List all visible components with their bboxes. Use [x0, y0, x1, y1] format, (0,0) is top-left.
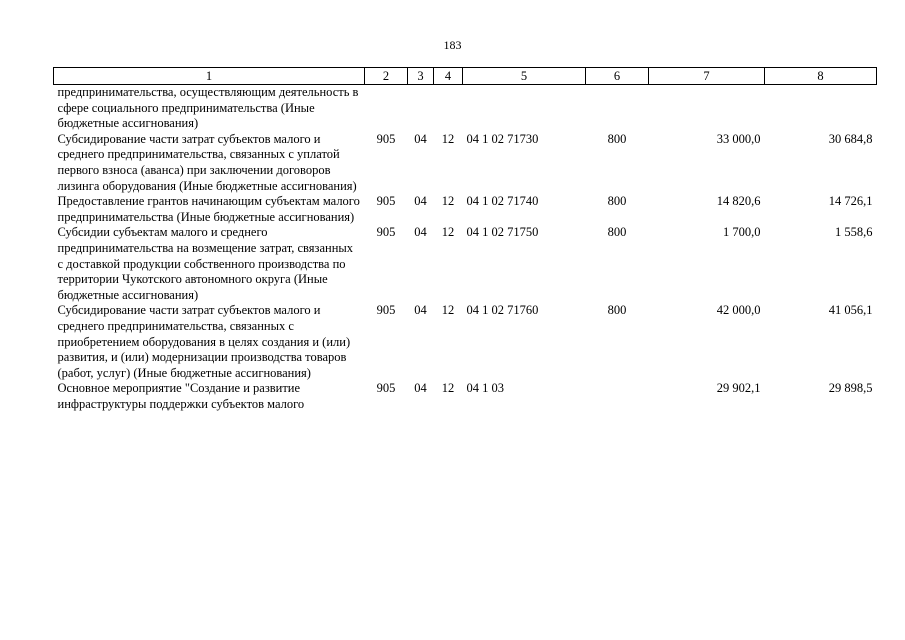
row-section [408, 85, 434, 132]
row-name: Субсидирование части затрат субъектов малого и среднего предпринимательства, связанных с уплатой первого взноса (аванса) при заключении договоров лизинга оборудования (Иные бюджетные ассигнования) [57, 131, 357, 193]
row-name: Основное мероприятие "Создание и развитие инфраструктуры поддержки субъектов малого [57, 381, 305, 411]
table-row [54, 381, 877, 412]
row-target: 04 1 03 [466, 381, 504, 396]
table-row [54, 225, 877, 303]
row-expense-type: 800 [607, 131, 627, 146]
row-section: 04 [414, 225, 427, 240]
col-header-expense-type: 6 [586, 68, 649, 85]
row-expense-type: 800 [607, 303, 627, 318]
row-amount-plan [649, 85, 765, 132]
row-expense-type: 800 [607, 225, 627, 240]
row-target [463, 85, 586, 132]
col-header-name: 1 [54, 68, 365, 85]
row-target: 04 1 02 71740 [466, 194, 539, 209]
row-amount-plan: 14 820,6 [716, 194, 761, 209]
row-subsection: 12 [441, 194, 455, 209]
row-expense-type [586, 85, 649, 132]
col-header-target: 5 [463, 68, 586, 85]
col-header-section: 3 [408, 68, 434, 85]
row-name: Предоставление грантов начинающим субъектам малого предпринимательства (Иные бюджетные ассигнования) [57, 194, 360, 224]
row-subsection: 12 [441, 225, 455, 240]
row-amount-fact [765, 85, 877, 132]
row-target: 04 1 02 71730 [466, 131, 539, 146]
row-subsection [434, 85, 463, 132]
row-name: Субсидии субъектам малого и среднего предпринимательства на возмещение затрат, связанных с доставкой продукции собственного производства по территории Чукотского автономного округа (Иные бюджетные ассигнования) [57, 225, 354, 302]
row-code: 905 [376, 131, 396, 146]
col-header-code: 2 [365, 68, 408, 85]
row-expense-type: 800 [607, 194, 627, 209]
page-number: 183 [443, 38, 462, 52]
table-row [54, 85, 877, 132]
row-code: 905 [376, 194, 396, 209]
row-section: 04 [414, 131, 427, 146]
col-header-amount-plan: 7 [649, 68, 765, 85]
table-row [54, 303, 877, 381]
row-amount-plan: 42 000,0 [716, 303, 761, 318]
row-subsection: 12 [441, 381, 455, 396]
row-amount-fact: 41 056,1 [828, 303, 873, 318]
row-amount-plan: 1 700,0 [723, 225, 761, 240]
table-row [54, 132, 877, 194]
row-expense-type [586, 381, 649, 412]
row-subsection: 12 [441, 303, 455, 318]
row-amount-fact: 14 726,1 [828, 194, 873, 209]
row-target: 04 1 02 71760 [466, 303, 539, 318]
row-amount-plan: 29 902,1 [716, 381, 761, 396]
row-section: 04 [414, 194, 427, 209]
row-code [365, 85, 408, 132]
row-code: 905 [376, 225, 396, 240]
row-name: Субсидирование части затрат субъектов малого и среднего предпринимательства, связанных с приобретением оборудования в целях создания и (или) развития, и (или) модернизации производства товаров (работ, услуг) (Иные бюджетные ассигнования) [57, 303, 351, 380]
row-code: 905 [376, 303, 396, 318]
table-row [54, 194, 877, 225]
row-section: 04 [414, 303, 427, 318]
row-amount-fact: 29 898,5 [828, 381, 873, 396]
row-section: 04 [414, 381, 427, 396]
row-amount-fact: 1 558,6 [835, 225, 873, 240]
row-name: предпринимательства, осуществляющим деятельность в сфере социального предпринимательства (Иные бюджетные ассигнования) [57, 85, 359, 131]
budget-table [53, 67, 877, 412]
row-subsection: 12 [441, 131, 455, 146]
row-code: 905 [376, 381, 396, 396]
col-header-subsection: 4 [434, 68, 463, 85]
row-target: 04 1 02 71750 [466, 225, 539, 240]
row-amount-plan: 33 000,0 [716, 131, 761, 146]
row-amount-fact: 30 684,8 [828, 131, 873, 146]
header-row [54, 68, 877, 85]
col-header-amount-fact: 8 [765, 68, 877, 85]
